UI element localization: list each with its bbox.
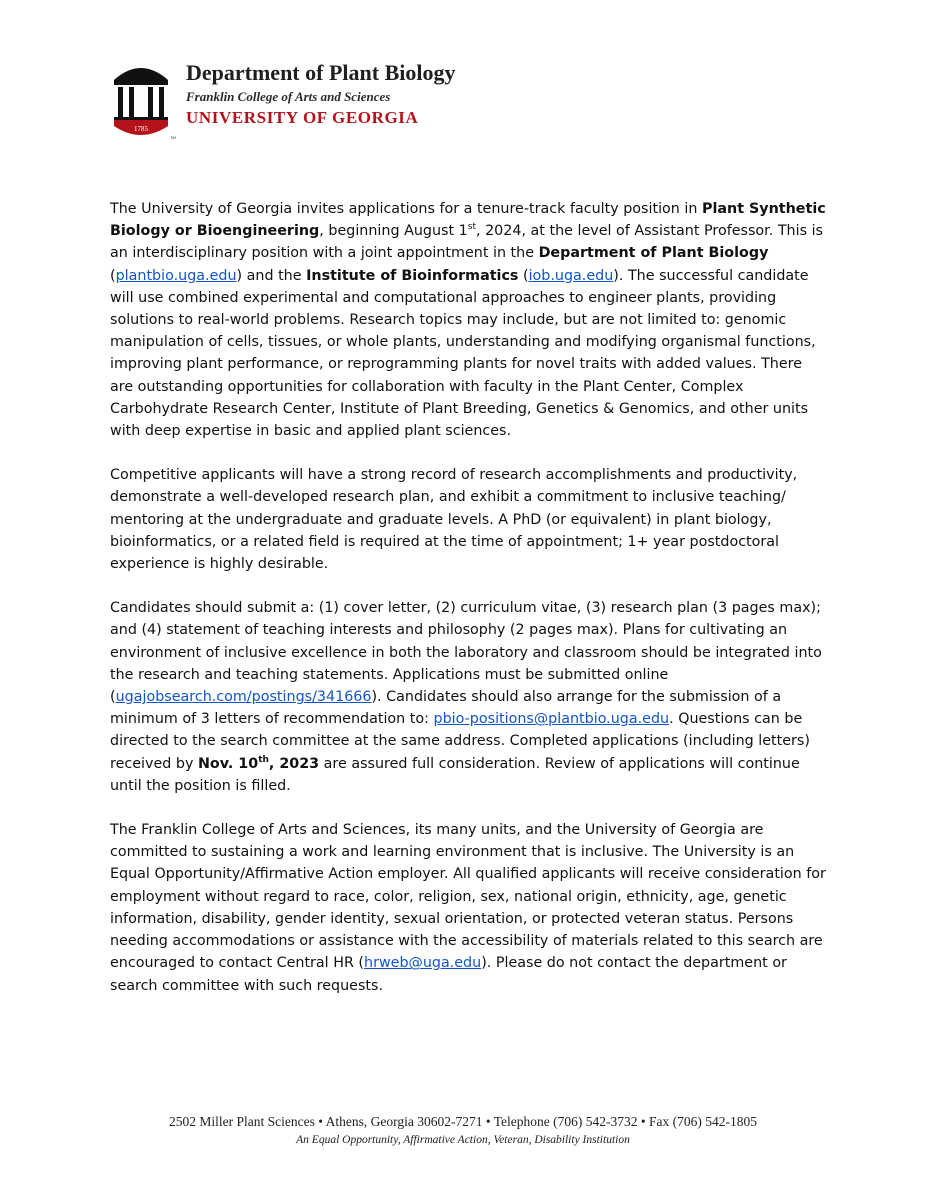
paragraph-eeo-statement: The Franklin College of Arts and Sciences, its many units, and the University of Georgia are committed to sustaining a work and learning environment that is inclusive. The University is an Equal Opportunity/Affirmative Action employer. All qualified applicants will receive consideration for employment without regard to race, color, religion, sex, national origin, ethnicity, age, genetic information, disability, gender identity, sexual orientation, or protected veteran status. Persons needing accommodations or assistance with the accessibility of materials related to this search are encouraged to contact Central HR (hrweb@uga.edu). Please do not contact the department or search committee with such requests. <box>110 822 826 994</box>
paragraph-qualifications: Competitive applicants will have a strong record of research accomplishments and productivity, demonstrate a well-developed research plan, and exhibit a commitment to inclusive teaching/ mentoring at the undergraduate and graduate levels. A PhD (or equivalent) in plant biology, bioinformatics, or a related field is required at the time of appointment; 1+ year postdoctoral experience is highly desirable. <box>110 467 798 573</box>
job-posting-link[interactable]: ugajobsearch.com/postings/341666 <box>115 689 372 706</box>
hr-email-link[interactable]: hrweb@uga.edu <box>364 955 482 972</box>
positions-email-link[interactable]: pbio-positions@plantbio.uga.edu <box>433 711 670 728</box>
plantbio-link[interactable]: plantbio.uga.edu <box>115 267 237 284</box>
department-title: Department of Plant Biology <box>186 60 456 85</box>
institute-name: Institute of Bioinformatics <box>306 267 519 284</box>
uga-arch-logo <box>110 54 176 140</box>
paragraph-application-instructions: Candidates should submit a: (1) cover letter, (2) curriculum vitae, (3) research plan (3 pages max); and (4) statement of teaching interests and philosophy (2 pages max). Plans for cultivating an environment of inclusive excellence in both the laboratory and classroom should be integrated into the research and teaching statements. Applications must be submitted online (ugajobsearch.com/postings/341666). Candidates should also arrange for the submission of a minimum of 3 letters of recommendation to: pbio-positions@plantbio.uga.edu. Questions can be directed to the search committee at the same address. Completed applications (including letters) received by Nov. 10th, 2023 are assured full consideration. Review of applications will continue until the position is filled. <box>110 600 822 794</box>
department-name: Department of Plant Biology <box>538 245 769 262</box>
paragraph-position-description: The University of Georgia invites applications for a tenure-track faculty position in Plant Synthetic Biology or Bioengineering, beginning August 1st, 2024, at the level of Assistant Professor. This is an interdisciplinary position with a joint appointment in the Department of Plant Biology (plantbio.uga.edu) and the Institute of Bioinformatics (iob.uga.edu). The successful candidate will use combined experimental and computational approaches to engineer plants, providing solutions to real-world problems. Research topics may include, but are not limited to: genomic manipulation of cells, tissues, or whole plants, understanding and modifying organismal functions, improving plant performance, or reprogramming plants for novel traits with added values. There are outstanding opportunities for collaboration with faculty in the Plant Center, Complex Carbohydrate Research Center, Institute of Plant Breeding, Genetics & Genomics, and other units with deep expertise in basic and applied plant sciences. <box>110 201 826 440</box>
position-title: Plant Synthetic Biology or Bioengineering <box>110 201 826 240</box>
footer-tagline: An Equal Opportunity, Affirmative Action, Veteran, Disability Institution <box>296 1134 630 1146</box>
deadline-date: Nov. 10th, 2023 <box>197 754 320 772</box>
university-name: UNIVERSITY OF GEORGIA <box>186 108 419 127</box>
footer-address: 2502 Miller Plant Sciences • Athens, Georgia 30602-7271 • Telephone (706) 542-3732 • Fax (706) 542-1805 <box>169 1114 757 1129</box>
iob-link[interactable]: iob.uga.edu <box>528 267 614 284</box>
trademark-mark: TM <box>170 135 176 140</box>
letterhead <box>110 54 670 144</box>
college-name: Franklin College of Arts and Sciences <box>186 89 391 104</box>
footer <box>0 1113 926 1149</box>
logo-year: 1785 <box>134 125 148 133</box>
letter-body <box>110 198 826 1019</box>
